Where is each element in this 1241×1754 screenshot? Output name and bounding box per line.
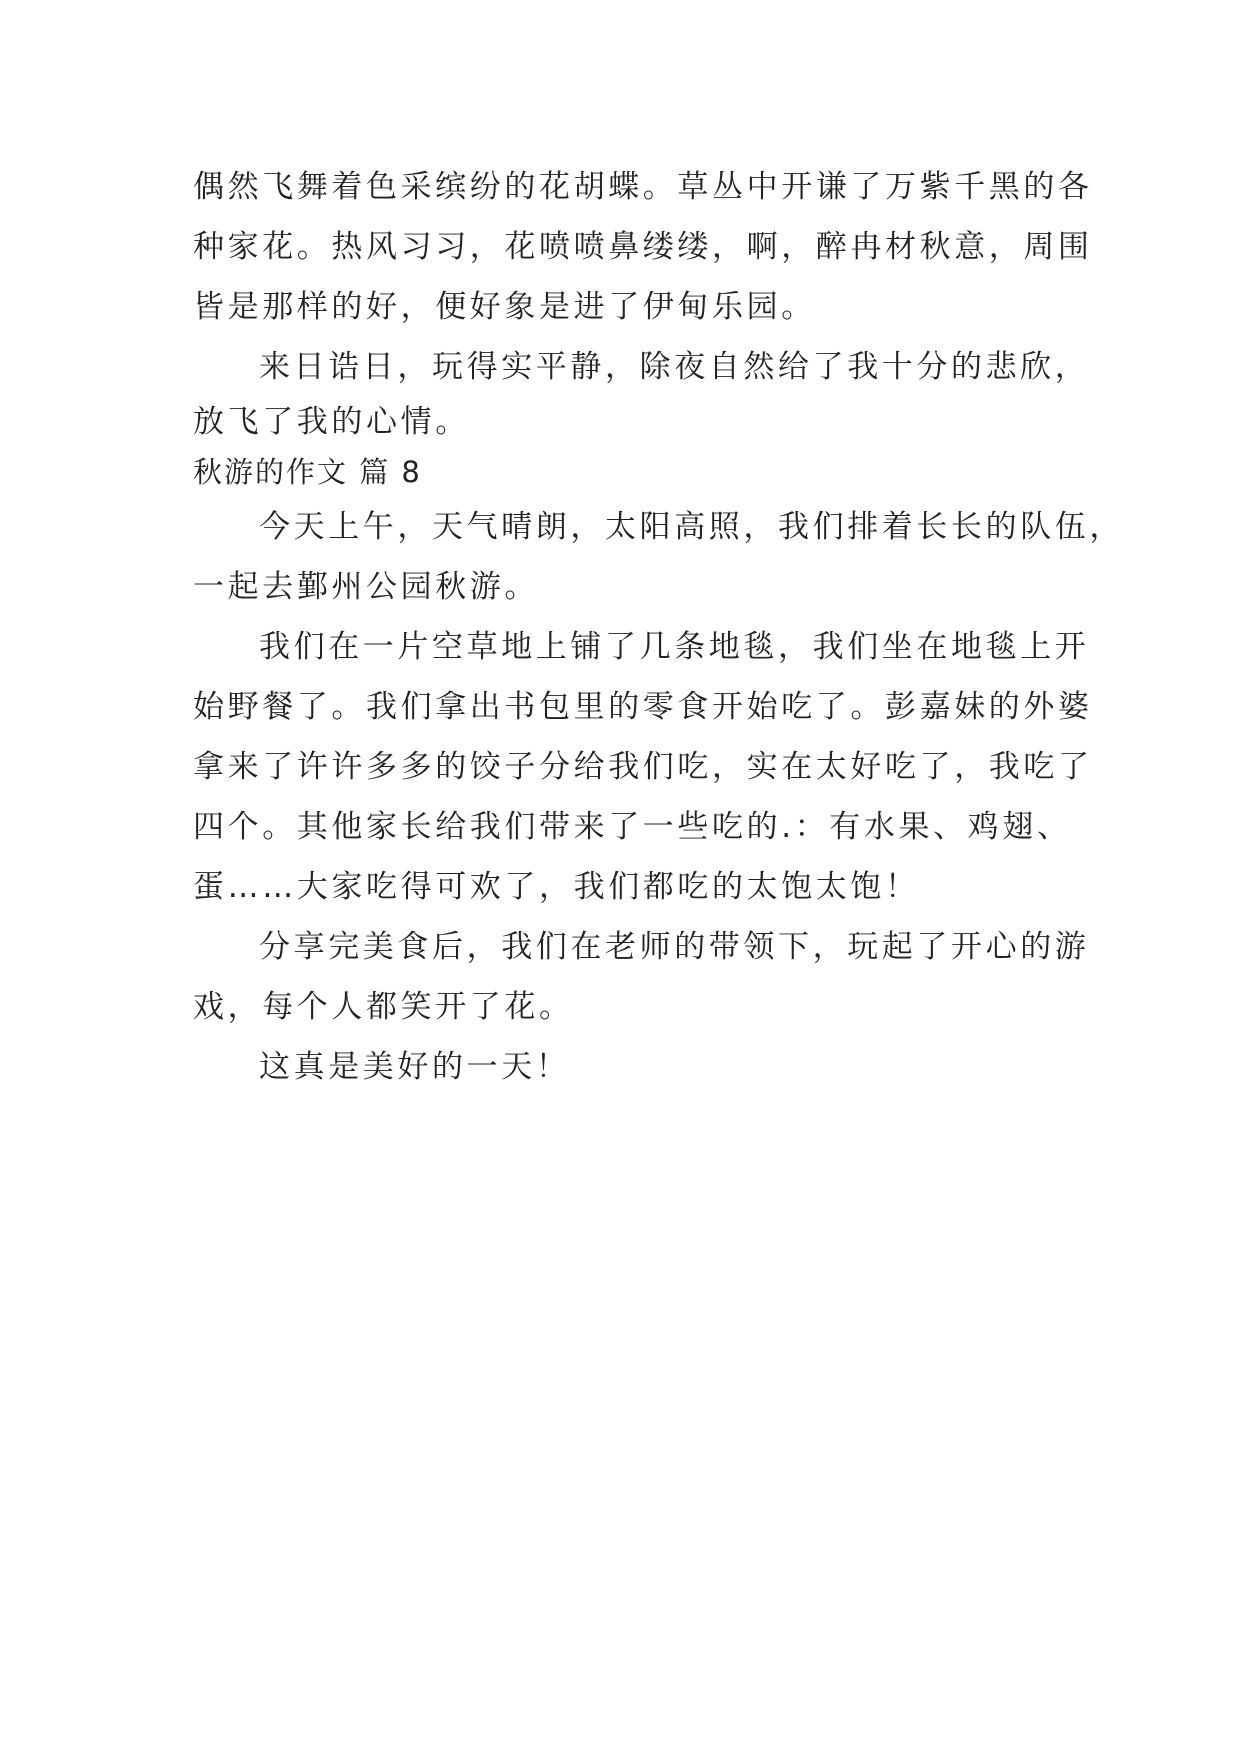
paragraph-2 <box>193 337 1090 447</box>
paragraph-4 <box>193 617 1093 917</box>
text-line: 来日诰日，玩得实平静，除夜自然给了我十分的悲欣， <box>259 349 1090 385</box>
paragraph-3 <box>193 497 1124 617</box>
text-line: 皆是那样的好，便好象是进了伊甸乐园。 <box>193 289 816 325</box>
text-line: 今天上午，天气晴朗，太阳高照，我们排着长长的队伍， <box>259 509 1124 545</box>
text-line: 四个。其他家长给我们带来了一些吃的.：有水果、鸡翅、 <box>193 809 1072 845</box>
paragraph-1 <box>193 157 1093 337</box>
text-line: 这真是美好的一天！ <box>259 1049 571 1085</box>
paragraph-5 <box>193 917 1090 1037</box>
text-line: 始野餐了。我们拿出书包里的零食开始吃了。彭嘉妹的外婆 <box>193 689 1093 725</box>
document-body <box>193 157 1124 1097</box>
paragraph-6 <box>193 1037 1073 1097</box>
text-line: 种家花。热风习习，花喷喷鼻缕缕，啊，醉冉材秋意，周围 <box>193 229 1093 265</box>
text-line: 蛋……大家吃得可欢了，我们都吃的太饱太饱！ <box>193 869 920 905</box>
text-line: 拿来了许许多多的饺子分给我们吃，实在太好吃了，我吃了 <box>193 749 1093 785</box>
text-line: 放飞了我的心情。 <box>193 404 470 440</box>
text-line: 分享完美食后，我们在老师的带领下，玩起了开心的游 <box>259 929 1090 965</box>
text-line: 偶然飞舞着色采缤纷的花胡蝶。草丛中开谦了万紫千黑的各 <box>193 169 1093 205</box>
text-line: 我们在一片空草地上铺了几条地毯，我们坐在地毯上开 <box>259 629 1090 665</box>
text-line: 一起去鄞州公园秋游。 <box>193 569 539 605</box>
section-heading: 秋游的作文 篇 8 <box>193 455 422 489</box>
text-line: 戏，每个人都笑开了花。 <box>193 989 574 1025</box>
